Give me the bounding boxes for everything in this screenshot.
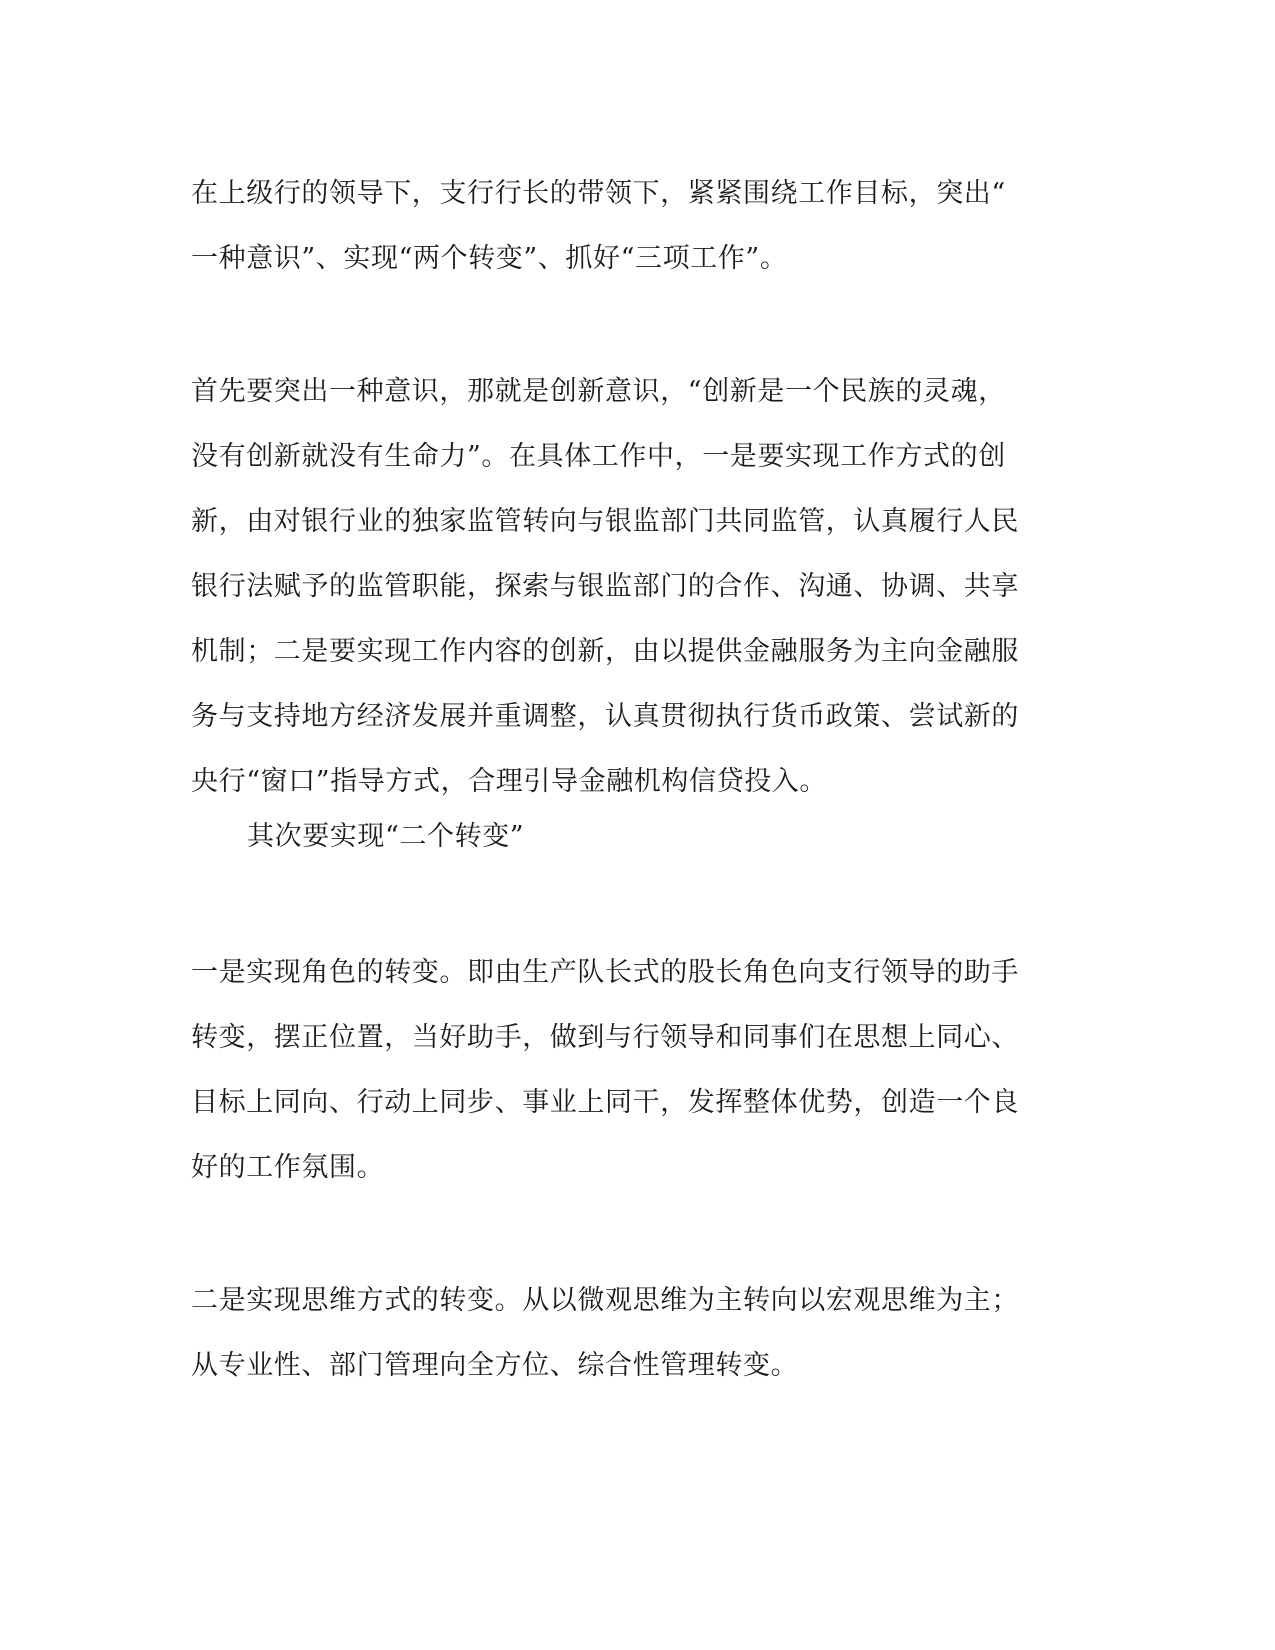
text-line: 一是实现角色的转变。即由生产队长式的股长角色向支行领导的助手 [191,957,1019,988]
text-line: 其次要实现“二个转变” [247,821,525,852]
text-line: 一种意识”、实现“两个转变”、抓好“三项工作”。 [191,243,788,274]
text-line: 二是实现思维方式的转变。从以微观思维为主转向以宏观思维为主； [191,1285,1019,1316]
text-line: 在上级行的领导下，支行行长的带领下，紧紧围绕工作目标，突出“ [191,178,1006,209]
paragraph-innovation-awareness [191,359,1061,814]
paragraph-intro [191,161,1061,291]
text-line: 银行法赋予的监管职能，探索与银监部门的合作、沟通、协调、共享 [191,571,1019,602]
section-heading-two-changes [247,804,1117,869]
text-line: 转变，摆正位置，当好助手，做到与行领导和同事们在思想上同心、 [191,1022,1019,1053]
text-line: 没有创新就没有生命力”。在具体工作中，一是要实现工作方式的创 [191,441,1006,472]
text-line: 机制；二是要实现工作内容的创新，由以提供金融服务为主向金融服 [191,636,1019,667]
text-line: 目标上同向、行动上同步、事业上同干，发挥整体优势，创造一个良 [191,1087,1019,1118]
text-line: 好的工作氛围。 [191,1152,385,1183]
text-line: 央行“窗口”指导方式，合理引导金融机构信贷投入。 [191,766,828,797]
text-line: 新，由对银行业的独家监管转向与银监部门共同监管，认真履行人民 [191,506,1019,537]
paragraph-thinking-change [191,1268,1061,1398]
text-line: 首先要突出一种意识，那就是创新意识，“创新是一个民族的灵魂， [191,376,1006,407]
paragraph-role-change [191,940,1061,1200]
text-line: 务与支持地方经济发展并重调整，认真贯彻执行货币政策、尝试新的 [191,701,1019,732]
text-line: 从专业性、部门管理向全方位、综合性管理转变。 [191,1350,799,1381]
